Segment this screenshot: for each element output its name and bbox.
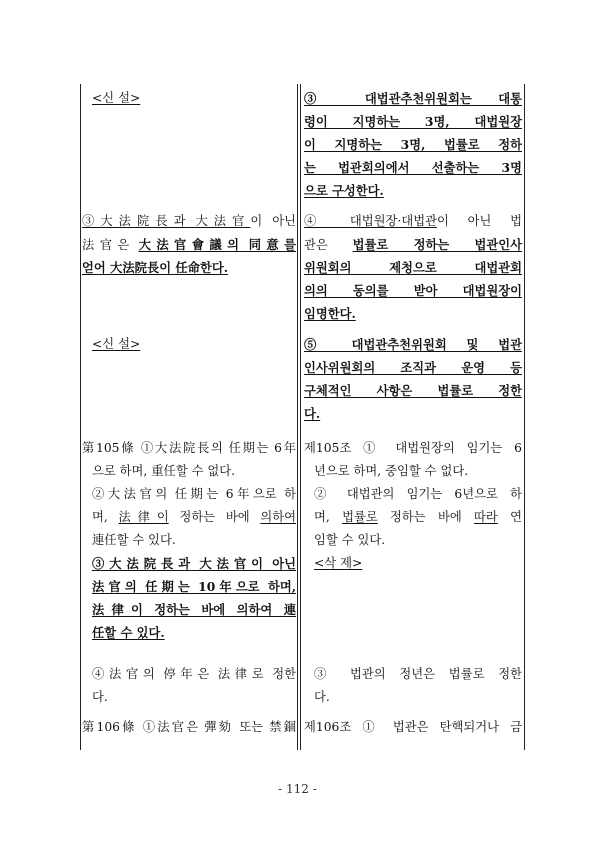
text-line: 任할 수 있다.: [92, 625, 165, 640]
text-line: 인사위원회의 조직과 운영 등: [304, 360, 522, 375]
text-line: 法官의 任期는 10年으로 하며,: [92, 579, 296, 594]
table-divider: [297, 84, 298, 750]
comparison-table: [80, 84, 525, 750]
article-105-heading: 제105조 ① 대법원장의 임기는 6: [304, 441, 522, 455]
text-line: 며, 法律이 정하는 바에 의하여: [92, 510, 296, 524]
article-106-heading: 제106조 ① 법관은 탄핵되거나 금: [304, 720, 522, 734]
page-number: - 112 -: [278, 782, 317, 796]
article-106-heading: 第106條 ①法官은 彈劾 또는 禁錮: [82, 720, 296, 734]
text-line: 으로 구성한다.: [304, 183, 384, 198]
table-border-right: [524, 84, 525, 750]
text-line: 관은 법률로 정하는 법관인사: [304, 237, 522, 252]
text-line: 위원회의 제청으로 대법관회: [304, 260, 522, 275]
text-line: 法官은 大法官會議의 同意를: [82, 237, 296, 252]
text-line: ④ 대법원장·대법관이 아닌 법: [304, 214, 522, 228]
text-line: 구체적인 사항은 법률로 정한: [304, 383, 522, 398]
text-line: ③大法院長과 大法官이 아닌: [82, 214, 296, 228]
text-line: ③大法院長과 大法官이 아닌: [92, 556, 296, 571]
text-line: 이 지명하는 3명, 법률로 정하: [304, 137, 522, 152]
text-line: 년으로 하며, 중임할 수 없다.: [314, 464, 469, 478]
article-105-heading: 第105條 ①大法院長의 任期는 6年: [82, 441, 296, 455]
text-line: ⑤ 대법관추천위원회 및 법관: [304, 337, 522, 352]
deleted-provision-marker: <삭 제>: [314, 556, 363, 570]
text-line: 령이 지명하는 3명, 대법원장: [304, 114, 522, 129]
text-line: 다.: [314, 690, 330, 704]
table-divider: [300, 84, 301, 750]
new-provision-marker: <신 설>: [92, 91, 141, 105]
text-line: 의의 동의를 받아 대법원장이: [304, 283, 522, 298]
table-border-left: [80, 84, 81, 750]
text-line: ②大法官의 任期는 6年으로 하: [92, 487, 296, 501]
text-line: 連任할 수 있다.: [92, 533, 176, 547]
text-line: ③ 대법관추천위원회는 대통: [304, 91, 522, 106]
text-line: 임명한다.: [304, 306, 356, 321]
new-provision-marker: <신 설>: [92, 337, 141, 351]
text-line: 는 법관회의에서 선출하는 3명: [304, 160, 522, 175]
text-line: 임할 수 있다.: [314, 533, 386, 547]
text-line: ④法官의 停年은 法律로 정한: [92, 667, 296, 681]
text-line: ③ 법관의 정년은 법률로 정한: [314, 667, 522, 681]
text-line: 다.: [304, 406, 321, 421]
text-line: 얻어 大法院長이 任命한다.: [82, 260, 229, 275]
text-line: ② 대법관의 임기는 6년으로 하: [314, 487, 522, 501]
text-line: 다.: [92, 690, 108, 704]
text-line: 으로 하며, 重任할 수 없다.: [92, 464, 236, 478]
text-line: 며, 법률로 정하는 바에 따라 연: [314, 510, 522, 524]
text-line: 法律이 정하는 바에 의하여 連: [92, 602, 296, 617]
